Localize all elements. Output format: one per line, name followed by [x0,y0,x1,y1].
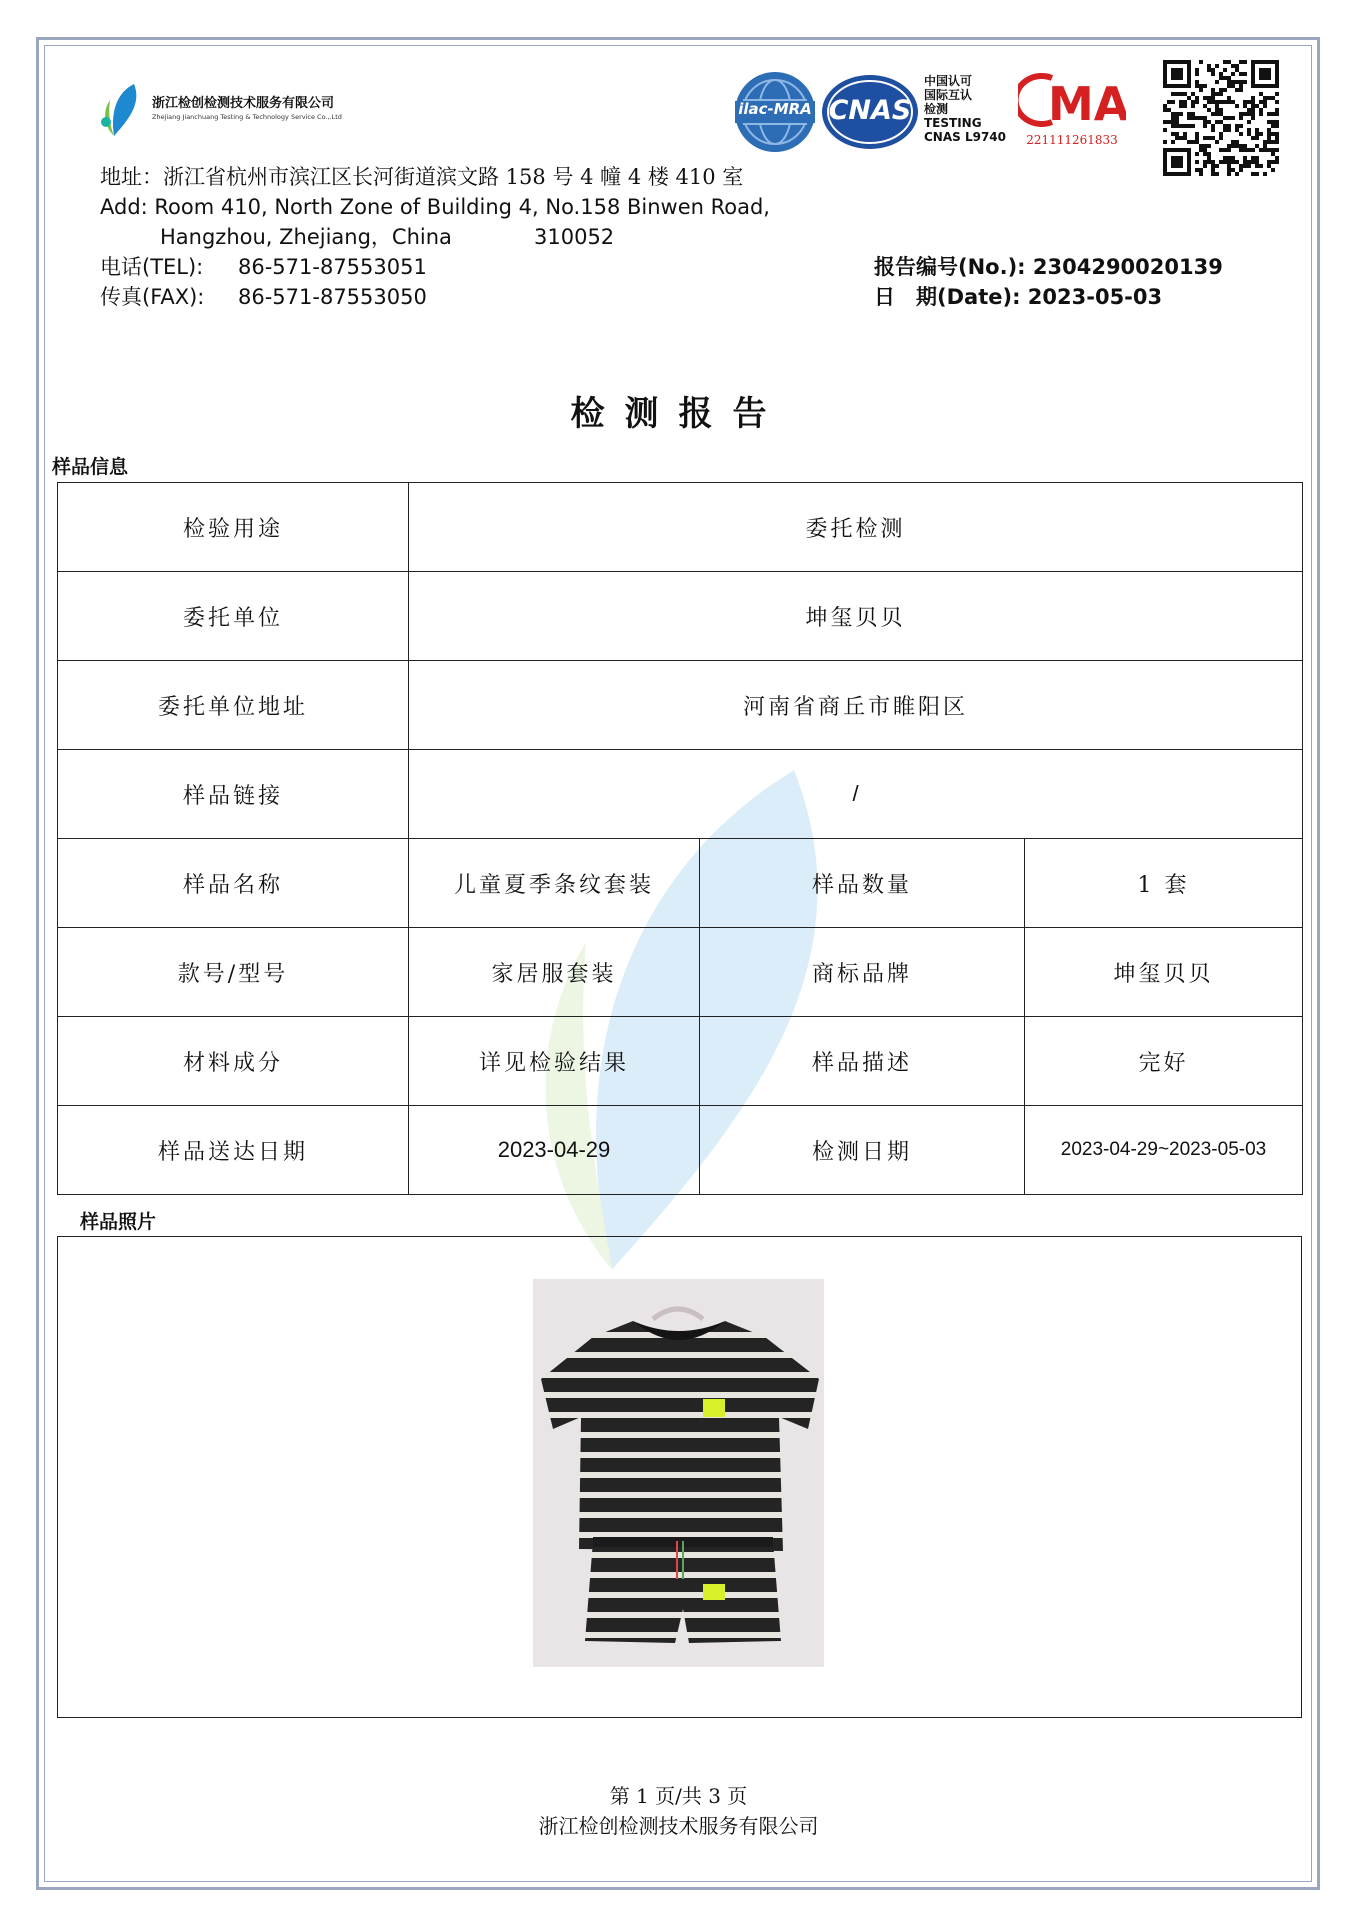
cnas-line: TESTING [924,116,982,130]
table-value-cell: 河南省商丘市睢阳区 [409,661,1303,750]
table-value-cell: 委托检测 [409,483,1303,572]
report-no [874,254,1223,280]
cnas-badge [821,74,919,150]
table-value-cell: 2023-04-29 [409,1106,700,1195]
table-value-cell: 坤玺贝贝 [409,572,1303,661]
table-value-cell: 详见检验结果 [409,1017,700,1106]
cma-logo-icon [1018,72,1126,128]
table-row [58,661,1303,750]
report-no-value: 2304290020139 [1032,255,1223,279]
cnas-label: CNAS [828,95,912,126]
cnas-line: 国际互认 [924,88,973,102]
table-value-cell: 2023-04-29~2023-05-03 [1025,1106,1303,1195]
address-en-line2: Hangzhou, Zhejiang，China [160,225,452,249]
qr-code-icon [1163,60,1279,176]
company-name-cn: 浙江检创检测技术服务有限公司 [152,96,335,111]
report-date [874,284,1162,310]
cma-number: 221111261833 [1026,133,1118,147]
report-date-value: 2023-05-03 [1027,285,1163,309]
table-label-cell: 委托单位地址 [58,661,409,750]
sample-info-table [57,482,1303,1195]
cnas-line: CNAS L9740 [924,130,1007,144]
table-label-cell: 样品链接 [58,750,409,839]
cnas-line: 检测 [924,102,949,116]
table-label-cell: 商标品牌 [700,928,1025,1017]
table-row [58,572,1303,661]
table-label-cell: 样品名称 [58,839,409,928]
table-label-cell: 样品送达日期 [58,1106,409,1195]
sample-info-label: 样品信息 [52,456,129,478]
table-label-cell: 款号/型号 [58,928,409,1017]
ilac-mra-badge [733,70,817,154]
postcode: 310052 [534,225,615,249]
fax-value: 86-571-87553050 [238,285,427,309]
report-date-label: 日 期(Date): [874,285,1021,309]
company-logo [96,82,396,142]
table-row [58,483,1303,572]
address-cn: 地址：浙江省杭州市滨江区长河街道滨文路 158 号 4 幢 4 楼 410 室 [100,165,744,189]
table-row [58,839,1303,928]
sample-photo-label: 样品照片 [80,1211,157,1233]
sample-photo-image [533,1279,824,1667]
tel-label: 电话(TEL): [100,255,204,279]
table-value-cell: 1 套 [1025,839,1303,928]
address-en-line1: Add: Room 410, North Zone of Building 4, No.158 Binwen Road, [100,195,770,219]
table-label-cell: 材料成分 [58,1017,409,1106]
page-title: 检测报告 [570,394,787,434]
fax-label: 传真(FAX): [100,285,205,309]
cnas-line: 中国认可 [924,74,973,88]
table-label-cell: 委托单位 [58,572,409,661]
ilac-label: ilac-MRA [738,100,812,118]
table-label-cell: 检测日期 [700,1106,1025,1195]
table-row [58,750,1303,839]
report-no-label: 报告编号(No.): [874,255,1026,279]
table-value-cell: 家居服套装 [409,928,700,1017]
table-row [58,928,1303,1017]
table-value-cell: / [409,750,1303,839]
page-number: 第 1 页/共 3 页 [609,1784,748,1808]
footer-company: 浙江检创检测技术服务有限公司 [538,1814,819,1838]
table-label-cell: 样品数量 [700,839,1025,928]
cma-badge [1018,72,1126,128]
table-label-cell: 样品描述 [700,1017,1025,1106]
table-label-cell: 检验用途 [58,483,409,572]
table-row [58,1106,1303,1195]
cma-label: MA [1048,77,1126,128]
company-logo-icon [96,82,146,138]
tel-value: 86-571-87553051 [238,255,427,279]
table-value-cell: 坤玺贝贝 [1025,928,1303,1017]
table-value-cell: 完好 [1025,1017,1303,1106]
table-row [58,1017,1303,1106]
table-value-cell: 儿童夏季条纹套装 [409,839,700,928]
cnas-text [924,74,1006,144]
company-name-en: Zhejiang Jianchuang Testing & Technology Service Co.,.Ltd [152,113,342,121]
